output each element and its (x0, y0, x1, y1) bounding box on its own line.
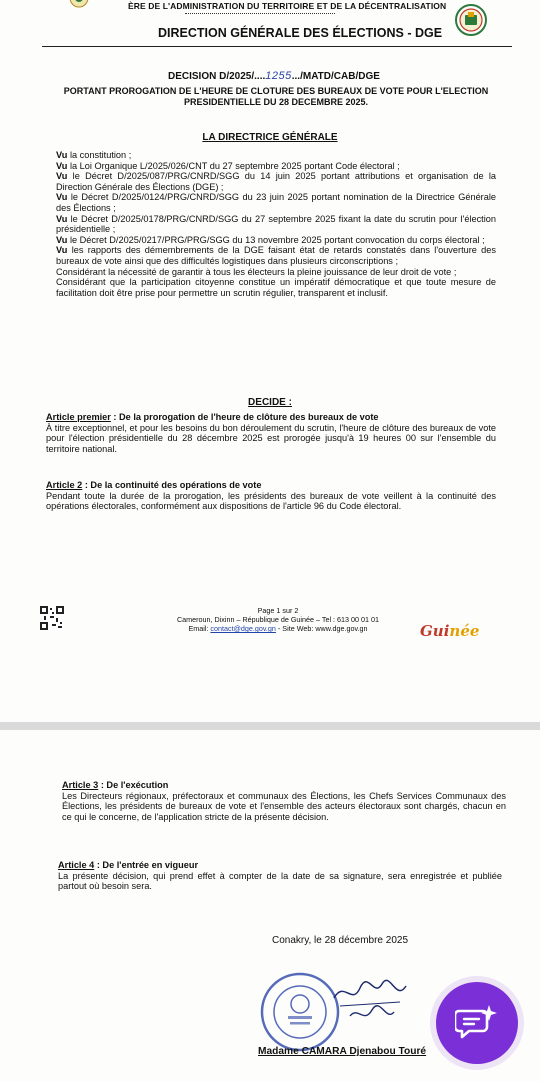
website-text: - Site Web: www.dge.gov.gn (275, 624, 368, 633)
decision-object: PORTANT PROROGATION DE L'HEURE DE CLOTURE DES BUREAUX DE VOTE POUR L'ELECTION PRESIDENTIELLE DU 28 DECEMBRE 2025. (63, 86, 489, 107)
page-number: Page 1 sur 2 (257, 606, 299, 615)
article-title: : De la continuité des opérations de vote (82, 480, 262, 490)
article-number: Article 2 (46, 480, 83, 490)
decision-number (168, 70, 380, 82)
article-heading (62, 780, 506, 791)
decision-suffix: .../MATD/CAB/DGE (291, 71, 380, 82)
coat-of-arms-icon (62, 0, 96, 12)
article-4 (58, 860, 502, 892)
consideration-item (56, 267, 496, 278)
vu-lead: Vu (56, 150, 68, 160)
article-body: Pendant toute la durée de la prorogation, les présidents des bureaux de vote veillent à la continuité des opérations électorales, conformément aux dispositions de l'article 96 du Code électoral. (46, 490, 496, 512)
article-heading (58, 860, 502, 871)
authority-heading: LA DIRECTRICE GÉNÉRALE (202, 132, 338, 143)
email-label: Email: (188, 624, 211, 633)
header-divider (185, 13, 335, 14)
article-number: Article 4 (58, 860, 95, 870)
vu-lead: Vu (56, 234, 68, 245)
consideration-text: le Décret D/2025/087/PRG/CNRD/SGG du 14 juin 2025 portant attributions et organisation de la Direction Générale des Élections (DGE) ; (56, 171, 496, 192)
vu-lead: Vu (56, 171, 68, 182)
article-2 (46, 480, 496, 512)
qr-code-icon (40, 606, 64, 630)
vu-lead: Vu (56, 213, 68, 224)
article-heading (46, 480, 496, 491)
article-body: Les Directeurs régionaux, préfectoraux et communaux des Élections, les Chefs Services Communaux des Élections, les présidents de bureaux de vote et l'ensemble des acteurs électoraux sont chargés, chacun en ce qui le concerne, de l'application stricte de la présente décision. (62, 790, 506, 822)
chat-sparkle-icon (455, 1003, 499, 1045)
article-title: : De la prorogation de l'heure de clôture des bureaux de vote (110, 412, 379, 422)
consideration-item (56, 235, 496, 246)
article-3 (62, 780, 506, 822)
decide-heading: DECIDE : (248, 397, 292, 408)
handwritten-signature-icon (330, 976, 410, 1031)
consideration-item (56, 171, 496, 192)
vu-lead: Vu (56, 245, 68, 256)
decision-handwritten-number: 1255 (265, 70, 292, 82)
ai-chat-button[interactable] (436, 982, 518, 1064)
article-number: Article premier (46, 412, 111, 422)
ministry-header: ÈRE DE L'ADMINISTRATION DU TERRITOIRE ET DE LA DÉCENTRALISATION (128, 1, 447, 11)
vu-lead: Vu (56, 160, 68, 171)
article-title: : De l'entrée en vigueur (94, 860, 199, 870)
article-body: La présente décision, qui prend effet à compter de la date de sa signature, sera enregistrée et publiée partout où besoin sera. (58, 870, 502, 892)
article-1 (46, 412, 496, 454)
article-body: À titre exceptionnel, et pour les besoins du bon déroulement du scrutin, l'heure de clôture des bureaux de vote pour l'élection présidentielle du 28 décembre 2025 est prorogée jusqu'à 19 heures 00 sur l'ensemble du territoire national. (46, 422, 496, 454)
dge-logo-icon (454, 3, 488, 37)
article-number: Article 3 (62, 780, 99, 790)
consideration-item (56, 150, 496, 161)
article-title: : De l'exécution (98, 780, 169, 790)
article-heading (46, 412, 496, 423)
place-and-date: Conakry, le 28 décembre 2025 (272, 935, 409, 946)
consideration-item (56, 192, 496, 213)
consideration-item (56, 214, 496, 235)
header-rule (42, 46, 512, 47)
decision-prefix: DECISION D/2025/.... (168, 71, 266, 82)
consideration-item (56, 161, 496, 172)
consideration-text: Considérant que la participation citoyenne constitue un impératif démocratique et que toute mesure de facilitation doit être prise pour permettre un scrutin régulier, transparent et inclusif. (56, 277, 496, 298)
consideration-text: le Décret D/2025/0178/PRG/CNRD/SGG du 27 septembre 2025 fixant la date du scrutin pour l'élection présidentielle ; (56, 213, 496, 235)
consideration-text: la constitution ; (67, 150, 132, 160)
footer-address: Cameroun, Dixinn – République de Guinée – Tel : 613 00 01 01 (176, 615, 380, 624)
consideration-text: la Loi Organique L/2025/026/CNT du 27 septembre 2025 portant Code électoral ; (67, 160, 400, 171)
vu-lead: Vu (56, 192, 68, 203)
brand-part-b: née (449, 622, 480, 640)
consideration-text: le Décret D/2025/0124/PRG/CNRD/SGG du 23 juin 2025 portant nomination de la Directrice Générale des Élections ; (56, 192, 496, 213)
institution-title: DIRECTION GÉNÉRALE DES ÉLECTIONS - DGE (158, 26, 443, 40)
guinee-brand-logo (420, 622, 479, 640)
brand-part-a: Gui (420, 622, 450, 640)
page-footer (128, 606, 428, 633)
consideration-item (56, 245, 496, 266)
consideration-text: le Décret D/2025/0217/PRG/PRG/SGG du 13 novembre 2025 portant convocation du corps électoral ; (67, 234, 485, 245)
footer-contact (128, 624, 428, 633)
email-link[interactable]: contact@dge.gov.gn (210, 624, 276, 633)
consideration-text: les rapports des démembrements de la DGE faisant état de retards constatés dans l'ouverture des bureaux de vote ainsi que des difficultés logistiques dans plusieurs circonscriptions ; (56, 245, 496, 266)
consideration-item (56, 277, 496, 298)
signatory-name: Madame CAMARA Djenabou Touré (258, 1046, 427, 1057)
considerations-list (56, 150, 496, 298)
consideration-text: Considérant la nécessité de garantir à tous les électeurs la pleine jouissance de leur droit de vote ; (56, 266, 457, 277)
